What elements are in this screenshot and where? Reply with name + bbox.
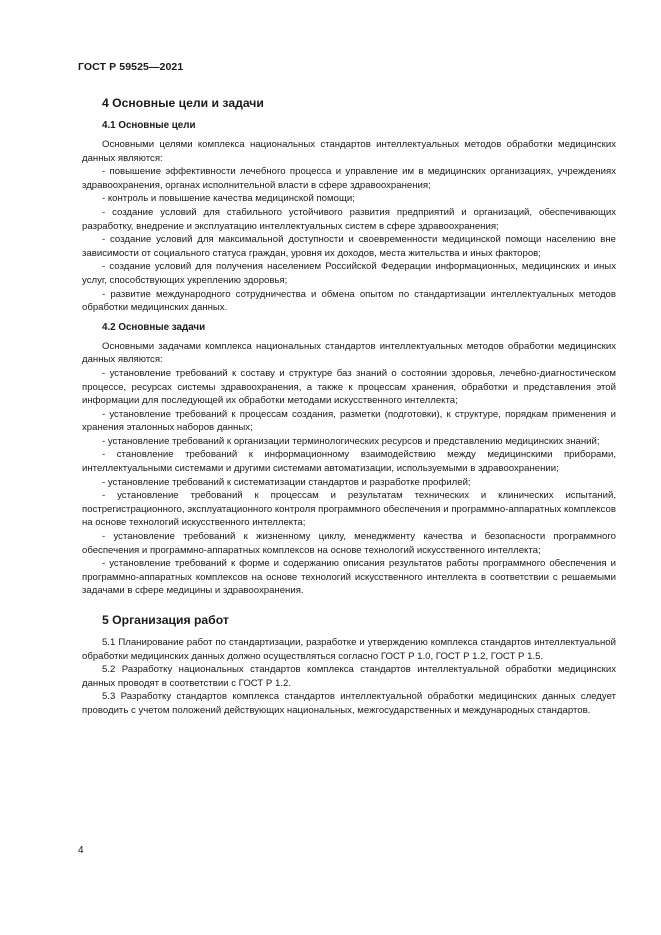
list-item: - установление требований к процессам создания, разметки (подготовки), к структуре, порядкам применения и хранения эталонных наборов данных; <box>82 408 616 434</box>
list-item: - установление требований к жизненному циклу, менеджменту качества и безопасности программного обеспечения и программно-аппаратных комплексов на основе технологий искусственного интеллекта; <box>82 531 616 556</box>
list-item: - установление требований к процессам и результатам технических и клинических испытаний, пострегистрационного, эксплуатационного контроля программного обеспечения и программно-аппаратных комплексов на основе технологий искусственного интеллекта; <box>82 490 616 529</box>
list-item: - создание условий для получения населением Российской Федерации информационных, медицинских и иных услуг, способствующих укреплению здоровья; <box>82 261 616 286</box>
subsection-title: 4.1 Основные цели <box>102 120 196 131</box>
paragraph: 5.2 Разработку национальных стандартов комплекса стандартов интеллектуальной обработки медицинских данных проводят в соответствии с ГОСТ Р 1.2. <box>82 664 616 689</box>
list-item: - установление требований к систематизации стандартов и разработке профилей; <box>102 476 471 488</box>
page-number: 4 <box>78 845 84 856</box>
paragraph: Основными задачами комплекса национальных стандартов интеллектуальных методов обработки медицинских данных являются: <box>82 340 616 366</box>
document-body <box>82 95 616 718</box>
list-item: - установление требований к организации терминологических ресурсов и представлению медицинских знаний; <box>102 435 600 447</box>
list-item: - развитие международного сотрудничества и обмена опытом по стандартизации интеллектуальных методов обработки медицинских данных. <box>82 288 616 314</box>
paragraph: Основными целями комплекса национальных стандартов интеллектуальных методов обработки медицинских данных являются: <box>82 139 616 164</box>
list-item: - повышение эффективности лечебного процесса и управление им в медицинских организациях, учреждениях здравоохранения, органах исполнительной власти в сфере здравоохранения; <box>82 166 616 191</box>
list-item: - создание условий для стабильного устойчивого развития предприятий и организаций, обеспечивающих разработку, внедрение и эксплуатацию интеллектуальных систем в сфере здравоохранения; <box>82 206 616 232</box>
list-item: - становление требований к информационному взаимодействию между медицинскими приборами, интеллектуальными системами и другими системами автоматизации, используемыми в здравоохранении; <box>82 449 616 475</box>
paragraph: 5.1 Планирование работ по стандартизации, разработке и утверждению комплекса стандартов интеллектуальной обработки медицинских данных должно осуществляться согласно ГОСТ Р 1.0, ГОСТ Р 1.2, ГОСТ Р 1.5. <box>82 637 616 662</box>
list-item: - установление требований к форме и содержанию описания результатов работы программного обеспечения и программно-аппаратных комплексов на основе технологий искусственного интеллекта в соответствии с решаемыми задачами в сфере медицины и здравоохранения. <box>82 558 616 597</box>
paragraph: 5.3 Разработку стандартов комплекса стандартов интеллектуальной обработки медицинских данных следует проводить с учетом положений действующих национальных, межгосударственных и международных стандартов. <box>82 691 616 716</box>
subsection-title: 4.2 Основные задачи <box>102 321 206 333</box>
section-title: 5 Организация работ <box>102 613 229 627</box>
list-item: - контроль и повышение качества медицинской помощи; <box>102 193 355 205</box>
list-item: - создание условий для максимальной доступности и своевременности медицинской помощи населению вне зависимости от социального статуса граждан, уровня их доходов, места жительства и иных факторов; <box>82 234 616 259</box>
section-title: 4 Основные цели и задачи <box>102 96 264 110</box>
document-header: ГОСТ Р 59525—2021 <box>78 61 184 73</box>
list-item: - установление требований к составу и структуре баз знаний о состоянии здоровья, лечебно-диагностическом процессе, ресурсах системы здравоохранения, а также к процессам хранения, обработки и представления этой информации для последующей их обработки методами искусственного интеллекта; <box>82 367 616 407</box>
